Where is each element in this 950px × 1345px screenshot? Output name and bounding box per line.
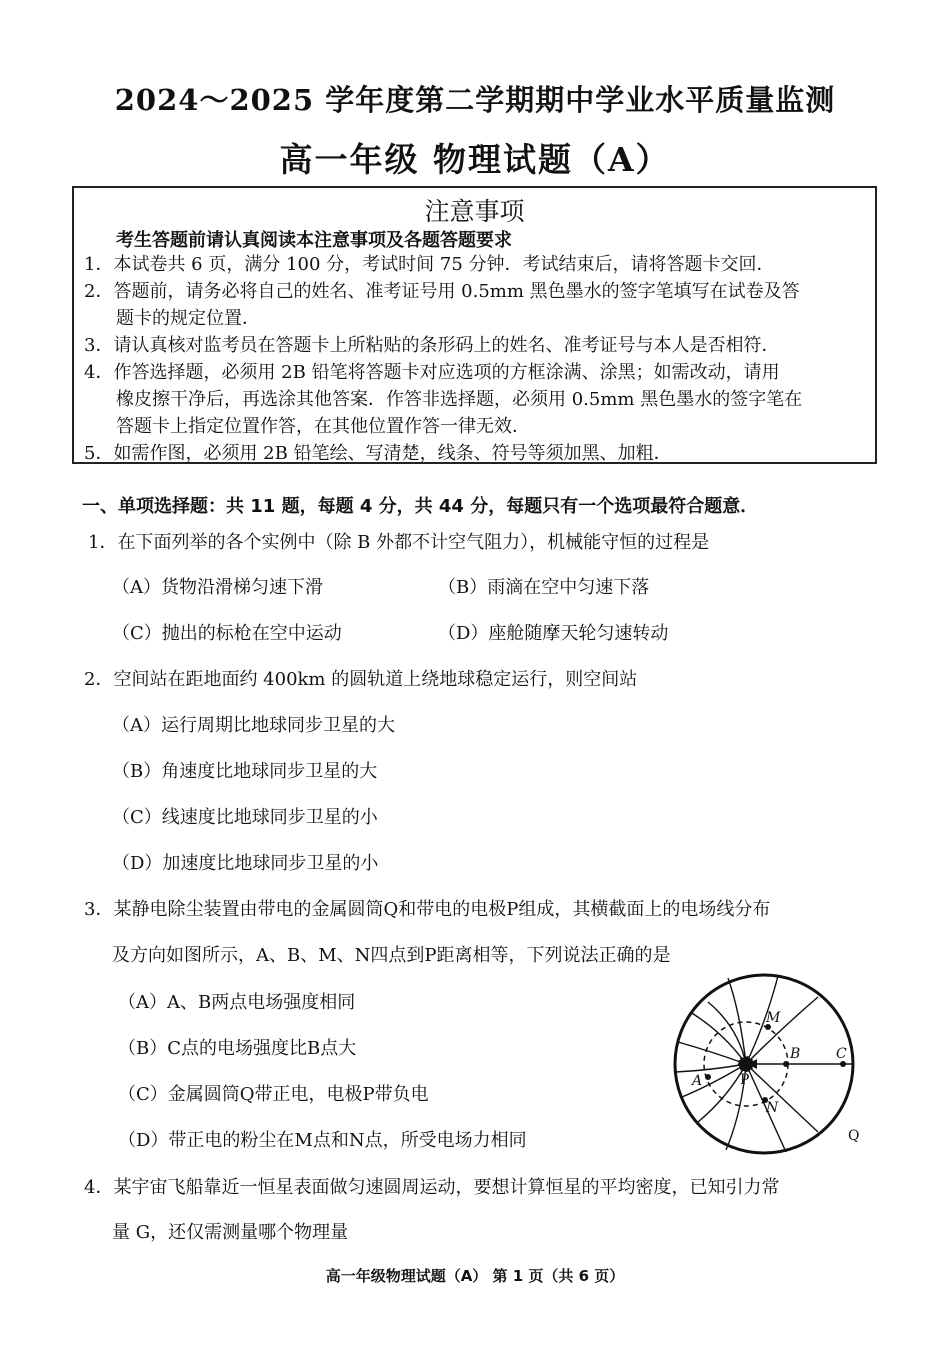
label-b: B xyxy=(790,1046,801,1062)
question-3-option-a: （A）A、B两点电场强度相同 xyxy=(118,992,356,1013)
notice-line: 5．如需作图，必须用 2B 铅笔绘、写清楚，线条、符号等须加黑、加粗． xyxy=(84,443,672,464)
notice-line: 橡皮擦干净后，再选涂其他答案．作答非选择题，必须用 0.5mm 黑色墨水的签字笔在 xyxy=(116,389,803,410)
question-1-option-b: （B）雨滴在空中匀速下落 xyxy=(438,577,650,598)
notice-intro: 考生答题前请认真阅读本注意事项及各题答题要求 xyxy=(116,230,512,251)
question-2-option-b: （B）角速度比地球同步卫星的大 xyxy=(112,761,378,782)
exam-subtitle: 高一年级 物理试题（A） xyxy=(279,140,671,179)
question-3-stem-line2: 及方向如图所示，A、B、M、N四点到P距离相等，下列说法正确的是 xyxy=(112,945,671,966)
point-b xyxy=(783,1061,789,1067)
question-2-option-d: （D）加速度比地球同步卫星的小 xyxy=(112,853,379,874)
label-q: Q xyxy=(848,1128,860,1144)
label-c: C xyxy=(836,1046,847,1062)
notice-line: 题卡的规定位置． xyxy=(116,308,260,329)
question-1-option-a: （A）货物沿滑梯匀速下滑 xyxy=(112,577,323,598)
question-3-option-b: （B）C点的电场强度比B点大 xyxy=(118,1038,357,1059)
electrode-p xyxy=(739,1057,753,1071)
label-p: P xyxy=(740,1072,750,1088)
notice-line: 4．作答选择题，必须用 2B 铅笔将答题卡对应选项的方框涂满、涂黑；如需改动，请用 xyxy=(84,362,780,383)
notice-line: 3．请认真核对监考员在答题卡上所粘贴的条形码上的姓名、准考证号与本人是否相符． xyxy=(84,335,780,356)
question-1-option-c: （C）抛出的标枪在空中运动 xyxy=(112,623,342,644)
label-m: M xyxy=(766,1010,781,1026)
question-2-option-c: （C）线速度比地球同步卫星的小 xyxy=(112,807,378,828)
electric-field-figure xyxy=(668,972,870,1162)
question-4-stem: 4．某宇宙飞船靠近一恒星表面做匀速圆周运动，要想计算恒星的平均密度，已知引力常 xyxy=(84,1177,780,1198)
page-footer: 高一年级物理试题（A） 第 1 页（共 6 页） xyxy=(325,1267,625,1285)
question-1-option-d: （D）座舱随摩天轮匀速转动 xyxy=(438,623,669,644)
question-3-stem: 3．某静电除尘装置由带电的金属圆筒Q和带电的电极P组成，其横截面上的电场线分布 xyxy=(84,899,771,920)
point-a xyxy=(705,1074,711,1080)
notice-line: 2．答题前，请务必将自己的姓名、准考证号用 0.5mm 黑色墨水的签字笔填写在试卷及答 xyxy=(84,281,800,302)
notice-line: 1．本试卷共 6 页，满分 100 分，考试时间 75 分钟．考试结束后，请将答题卡交回． xyxy=(84,254,775,275)
question-4-stem-line2: 量 G，还仅需测量哪个物理量 xyxy=(112,1222,349,1243)
question-1-stem: 1．在下面列举的各个实例中（除 B 外都不计空气阻力），机械能守恒的过程是 xyxy=(88,532,710,553)
notice-line: 答题卡上指定位置作答，在其他位置作答一律无效． xyxy=(116,416,530,437)
notice-heading: 注意事项 xyxy=(424,197,525,226)
question-2-stem: 2．空间站在距地面约 400km 的圆轨道上绕地球稳定运行，则空间站 xyxy=(84,669,638,690)
question-3-option-d: （D）带正电的粉尘在M点和N点，所受电场力相同 xyxy=(118,1130,527,1151)
question-3-option-c: （C）金属圆筒Q带正电，电极P带负电 xyxy=(118,1084,429,1105)
label-a: A xyxy=(692,1073,703,1089)
label-n: N xyxy=(766,1100,779,1116)
notice-box xyxy=(72,186,877,464)
question-2-option-a: （A）运行周期比地球同步卫星的大 xyxy=(112,715,395,736)
section-heading: 一、单项选择题：共 11 题，每题 4 分，共 44 分，每题只有一个选项最符合题意． xyxy=(82,496,759,517)
exam-title: 2024～2025 学年度第二学期期中学业水平质量监测 xyxy=(114,83,836,117)
